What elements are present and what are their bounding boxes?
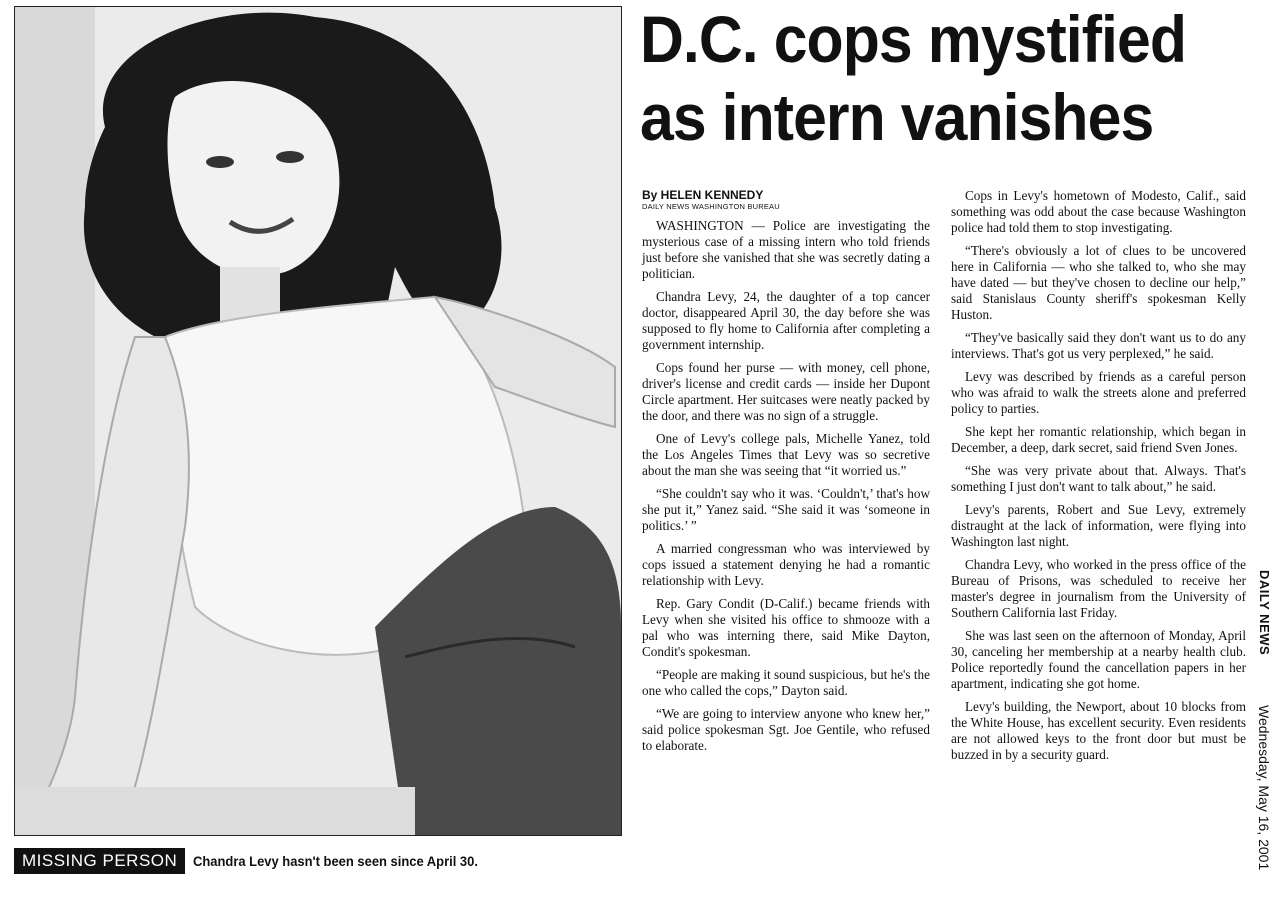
paragraph: She kept her romantic relationship, which began in December, a deep, dark secret, said friend Sven Jones.	[951, 424, 1246, 455]
paragraph: “We are going to interview anyone who knew her,” said police spokesman Sgt. Joe Gentile, who refused to elaborate.	[642, 706, 930, 753]
byline	[642, 188, 942, 212]
publication-sidebar	[1253, 570, 1277, 880]
paragraph: Levy's parents, Robert and Sue Levy, extremely distraught at the lack of information, were flying into Washington last night.	[951, 502, 1246, 549]
byline-author: By HELEN KENNEDY	[642, 188, 764, 202]
paragraph: She was last seen on the afternoon of Monday, April 30, canceling her membership at a nearby health club. Police reportedly found the cancellation papers in her apartment, indicating she got home.	[951, 628, 1246, 691]
photo-caption	[14, 846, 490, 876]
paragraph: “There's obviously a lot of clues to be uncovered here in California — who she talked to, who she may have dated — but they've chosen to decline our help,” said Stanislaus County sheriff's spokesman Kelly Huston.	[951, 243, 1246, 322]
paragraph: One of Levy's college pals, Michelle Yanez, told the Los Angeles Times that Levy was so secretive about the man she was seeing that “it worried us.”	[642, 431, 930, 478]
article-column-2	[951, 188, 1246, 770]
paragraph: Chandra Levy, who worked in the press office of the Bureau of Prisons, was scheduled to receive her master's degree in journalism from the University of Southern California last Friday.	[951, 557, 1246, 620]
headline-line-2: as intern vanishes	[640, 80, 1154, 154]
paragraph: WASHINGTON — Police are investigating the mysterious case of a missing intern who told friends just before she vanished that she was secretly dating a politician.	[642, 218, 930, 281]
paragraph: “She was very private about that. Always. That's something I just don't want to talk about,” he said.	[951, 463, 1246, 494]
publication-date: Wednesday, May 16, 2001	[1256, 705, 1272, 871]
portrait-photo-icon	[15, 7, 621, 835]
paragraph: “She couldn't say who it was. ‘Couldn't,’ that's how she put it,” Yanez said. “She said it was ‘someone in politics.’ ”	[642, 486, 930, 533]
caption-badge: MISSING PERSON	[14, 848, 185, 874]
headline-line-1: D.C. cops mystified	[640, 2, 1186, 76]
article-column-1	[642, 218, 930, 761]
headline	[640, 0, 1210, 156]
paragraph: Levy was described by friends as a careful person who was afraid to walk the streets alone and preferred policy to parties.	[951, 369, 1246, 416]
paragraph: Levy's building, the Newport, about 10 blocks from the White House, has excellent security. Even residents are not allowed keys to the front door but must be buzzed in by a security guard.	[951, 699, 1246, 762]
portrait-photo	[14, 6, 622, 836]
caption-text: Chandra Levy hasn't been seen since April 30.	[193, 853, 479, 869]
paragraph: A married congressman who was interviewed by cops issued a statement denying he had a romantic relationship with Levy.	[642, 541, 930, 588]
byline-bureau: DAILY NEWS WASHINGTON BUREAU	[642, 202, 780, 211]
paragraph: Rep. Gary Condit (D-Calif.) became friends with Levy when she visited his office to shmooze with a pal who was interning there, said Mike Dayton, Condit's spokesman.	[642, 596, 930, 659]
paragraph: “They've basically said they don't want us to do any interviews. That's got us very perplexed,” he said.	[951, 330, 1246, 361]
publication-name: DAILY NEWS	[1257, 570, 1272, 656]
paragraph: Cops in Levy's hometown of Modesto, Calif., said something was odd about the case because Washington police had told them to stop investigating.	[951, 188, 1246, 235]
paragraph: Cops found her purse — with money, cell phone, driver's license and credit cards — inside her Dupont Circle apartment. Her suitcases were neatly packed by the door, and there was no sign of a struggle.	[642, 360, 930, 423]
paragraph: “People are making it sound suspicious, but he's the one who called the cops,” Dayton said.	[642, 667, 930, 698]
paragraph: Chandra Levy, 24, the daughter of a top cancer doctor, disappeared April 30, the day before she was supposed to fly home to California after completing a government internship.	[642, 289, 930, 352]
